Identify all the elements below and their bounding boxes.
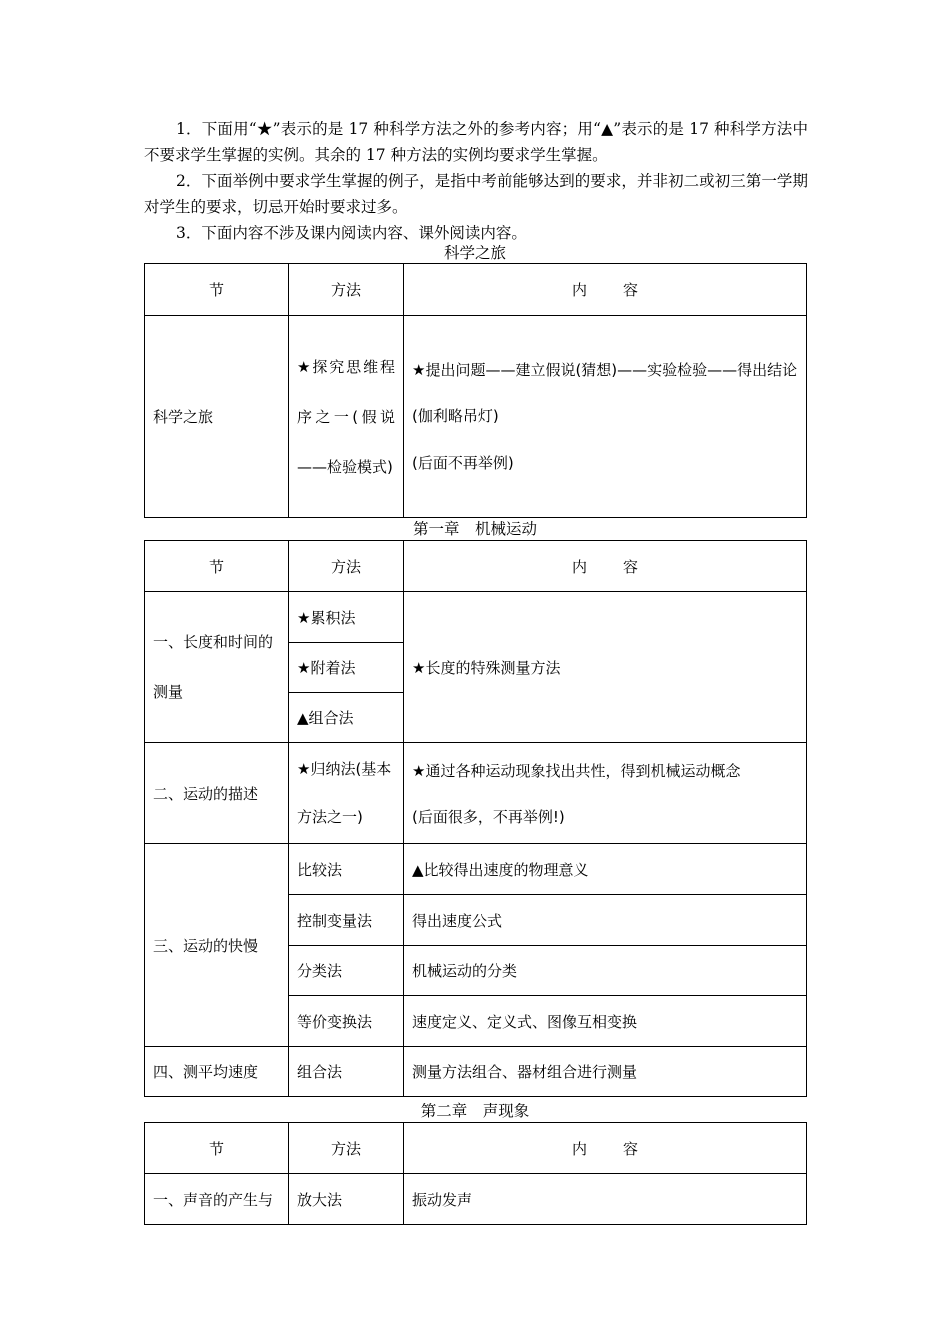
method-cell: 组合法	[289, 1047, 404, 1097]
content-line: (后面很多，不再举例!)	[412, 808, 565, 826]
header-content: 内 容	[404, 264, 807, 316]
table-caption-chapter-1: 第一章 机械运动	[412, 520, 537, 538]
table-caption-science-journey: 科学之旅	[443, 244, 506, 262]
content-cell	[404, 743, 807, 844]
method-cell: 比较法	[289, 844, 404, 895]
content-cell: ▲比较得出速度的物理意义	[404, 844, 807, 895]
header-section: 节	[145, 1123, 289, 1174]
table-chapter-1	[144, 540, 807, 1097]
method-cell: 分类法	[289, 946, 404, 996]
section-cell: 一、声音的产生与	[145, 1174, 289, 1225]
content-line: ★通过各种运动现象找出共性，得到机械运动概念	[412, 762, 741, 780]
note-2: 2．下面举例中要求学生掌握的例子，是指中考前能够达到的要求，并非初二或初三第一学期对学生的要求，切忌开始时要求过多。	[144, 172, 808, 216]
header-section: 节	[145, 264, 289, 316]
notes	[144, 116, 808, 246]
content-cell: 振动发声	[404, 1174, 807, 1225]
header-method: 方法	[289, 264, 404, 316]
note-1: 1．下面用“★”表示的是 17 种科学方法之外的参考内容；用“▲”表示的是 17 种科学方法中不要求学生掌握的实例。其余的 17 种方法的实例均要求学生掌握。	[144, 120, 808, 164]
content-cell: 速度定义、定义式、图像互相变换	[404, 996, 807, 1047]
header-content: 内 容	[404, 1123, 807, 1174]
table-science-journey	[144, 263, 807, 518]
header-method: 方法	[289, 541, 404, 592]
note-3: 3．下面内容不涉及课内阅读内容、课外阅读内容。	[176, 224, 527, 242]
section-cell: 三、运动的快慢	[145, 844, 289, 1047]
section-cell: 二、运动的描述	[145, 743, 289, 844]
content-cell: 得出速度公式	[404, 895, 807, 946]
method-cell: 等价变换法	[289, 996, 404, 1047]
method-cell: 放大法	[289, 1174, 404, 1225]
content-cell: 测量方法组合、器材组合进行测量	[404, 1047, 807, 1097]
section-cell: 科学之旅	[145, 316, 289, 518]
header-section: 节	[145, 541, 289, 592]
header-content: 内 容	[404, 541, 807, 592]
method-cell: ★附着法	[289, 643, 404, 693]
method-cell: ★探究思维程序之一(假说——检验模式)	[289, 316, 404, 518]
content-cell: ★长度的特殊测量方法	[404, 592, 807, 743]
header-method: 方法	[289, 1123, 404, 1174]
method-cell: ★归纳法(基本方法之一)	[289, 743, 404, 844]
method-cell: ★累积法	[289, 592, 404, 643]
content-cell: 机械运动的分类	[404, 946, 807, 996]
method-cell: 控制变量法	[289, 895, 404, 946]
content-line: ★提出问题——建立假说(猜想)——实验检验——得出结论(伽利略吊灯)	[412, 360, 798, 425]
content-line: (后面不再举例)	[412, 453, 514, 472]
section-cell: 一、长度和时间的测量	[145, 592, 289, 743]
table-chapter-2	[144, 1122, 807, 1225]
section-cell: 四、测平均速度	[145, 1047, 289, 1097]
table-caption-chapter-2: 第二章 声现象	[420, 1102, 530, 1120]
method-cell: ▲组合法	[289, 693, 404, 743]
content-cell	[404, 316, 807, 518]
